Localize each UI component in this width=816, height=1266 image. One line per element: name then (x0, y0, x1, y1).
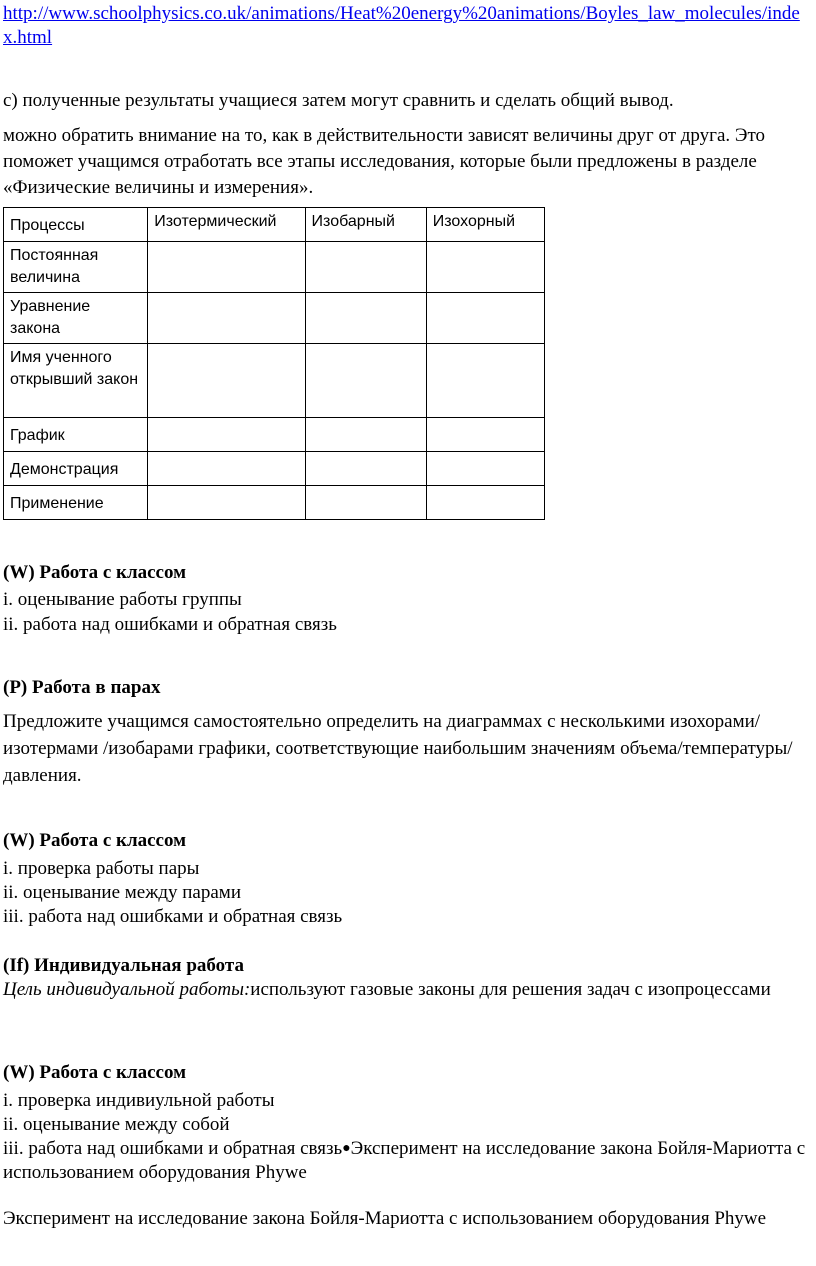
table-cell (148, 242, 305, 293)
list-item: ii. оценывание между собой (3, 1114, 230, 1135)
table-cell (148, 452, 305, 486)
goal-paragraph (3, 978, 813, 1002)
experiment-text: Эксперимент на исследование закона Бойля-Мариотта с использованием оборудования Phywe (3, 1138, 806, 1183)
table-cell (305, 418, 426, 452)
table-header-row (4, 208, 545, 242)
table-cell (426, 344, 544, 418)
section-paragraph: Предложите учащимся самостоятельно определить на диаграммах с несколькими изохорами/ изотермами /изобарами графики, соответствующие наибольшим значениям объема/температуры/ давления. (3, 711, 793, 786)
table-cell (305, 242, 426, 293)
table-row (4, 242, 545, 293)
section-heading: (P) Работа в парах (3, 677, 161, 698)
list-item-text: iii. работа над ошибками и обратная связь (3, 1138, 343, 1159)
table-header-cell: Изохорный (426, 208, 544, 242)
table-cell (426, 418, 544, 452)
bullet-icon: ● (342, 1141, 351, 1156)
table-cell (305, 486, 426, 520)
list-item: i. проверка работы пары (3, 858, 200, 879)
table-row (4, 418, 545, 452)
table-cell (305, 293, 426, 344)
table-cell (426, 242, 544, 293)
row-label: Уравнение закона (4, 293, 148, 344)
row-label: Применение (4, 486, 148, 520)
section-heading: (W) Работа с классом (3, 830, 187, 851)
list-item: ii. работа над ошибками и обратная связь (3, 614, 337, 635)
list-item: i. оценывание работы группы (3, 589, 242, 610)
table-cell (426, 452, 544, 486)
goal-label: Цель индивидуальной работы: (3, 979, 251, 1000)
list-item (3, 1137, 813, 1185)
table-cell (305, 344, 426, 418)
row-label: Постоянная величина (4, 242, 148, 293)
list-item: iii. работа над ошибками и обратная связь (3, 906, 343, 927)
table-cell (426, 486, 544, 520)
schoolphysics-link[interactable]: http://www.schoolphysics.co.uk/animations/Heat%20energy%20animations/Boyles_law_molecules/index.html (3, 3, 800, 48)
table-header-cell: Изобарный (305, 208, 426, 242)
row-label: График (4, 418, 148, 452)
table-cell (148, 293, 305, 344)
paragraph-note: можно обратить внимание на то, как в действительности зависят величины друг от друга. Это поможет учащимся отработать все этапы исследования, которые были предложены в разделе «Физические величины и измерения». (3, 125, 766, 198)
goal-text: используют газовые законы для решения задач с изопроцессами (250, 979, 771, 1000)
table-row (4, 452, 545, 486)
section-heading: (If) Индивидуальная работа (3, 955, 244, 976)
row-label: Имя ученного открывший закон (4, 344, 148, 418)
table-cell (148, 486, 305, 520)
table-cell (148, 344, 305, 418)
table-row (4, 293, 545, 344)
section-heading: (W) Работа с классом (3, 562, 187, 583)
closing-paragraph: Эксперимент на исследование закона Бойля-Мариотта с использованием оборудования Phywe (3, 1208, 767, 1229)
table-header-cell: Процессы (4, 208, 148, 242)
table-header-cell: Изотермический (148, 208, 305, 242)
table-cell (426, 293, 544, 344)
processes-table (3, 207, 545, 520)
list-item: i. проверка индивиульной работы (3, 1090, 275, 1111)
section-heading: (W) Работа с классом (3, 1062, 187, 1083)
paragraph-c: c) полученные результаты учащиеся затем могут сравнить и сделать общий вывод. (3, 90, 674, 111)
table-row (4, 344, 545, 418)
list-item: ii. оценывание между парами (3, 882, 241, 903)
table-row (4, 486, 545, 520)
table-cell (305, 452, 426, 486)
table-cell (148, 418, 305, 452)
row-label: Демонстрация (4, 452, 148, 486)
